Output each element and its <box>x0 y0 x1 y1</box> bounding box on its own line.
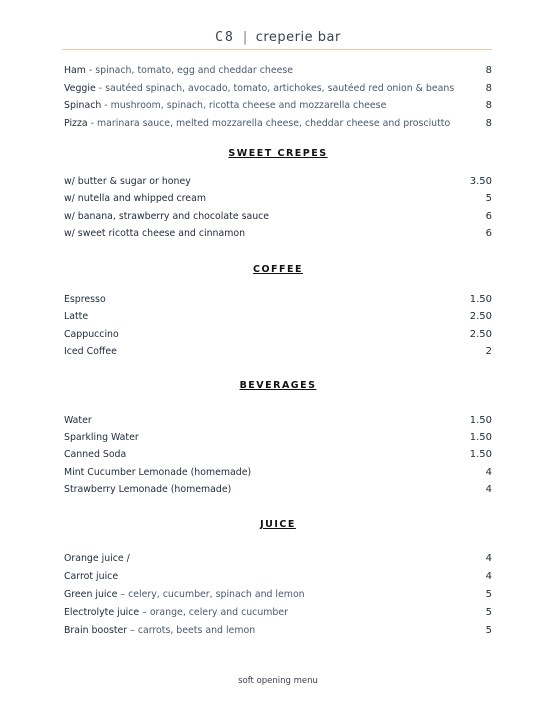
item-name: Strawberry Lemonade (homemade) <box>64 484 232 495</box>
item-name: Green juice <box>64 589 118 600</box>
item-name: Sparkling Water <box>64 432 139 443</box>
item-price: 1.50 <box>469 294 492 305</box>
brand-logo: C8 <box>215 30 235 45</box>
item-description: – carrots, beets and lemon <box>127 625 256 636</box>
section-title-beverages: BEVERAGES <box>239 380 317 391</box>
item-price: 5 <box>485 607 492 618</box>
item-name: Spinach <box>64 100 102 111</box>
menu-item <box>64 413 492 429</box>
menu-item <box>64 430 492 446</box>
item-price: 4 <box>485 484 492 495</box>
menu-item <box>64 226 492 242</box>
menu-item <box>64 587 492 603</box>
item-price: 1.50 <box>469 415 492 426</box>
item-name: Mint Cucumber Lemonade (homemade) <box>64 467 252 478</box>
menu-item <box>64 209 492 225</box>
footer-note: soft opening menu <box>238 676 318 686</box>
item-description: - mushroom, spinach, ricotta cheese and mozzarella cheese <box>101 100 387 111</box>
item-description: – celery, cucumber, spinach and lemon <box>117 589 305 600</box>
item-name: Veggie <box>64 83 96 94</box>
item-price: 8 <box>485 65 492 76</box>
item-name: Water <box>64 415 92 426</box>
header-separator: | <box>242 30 248 45</box>
menu-item <box>64 569 492 585</box>
item-name: Electrolyte juice <box>64 607 140 618</box>
item-price: 2.50 <box>469 329 492 340</box>
item-price: 5 <box>485 589 492 600</box>
item-description: - spinach, tomato, egg and cheddar cheese <box>85 65 294 76</box>
item-name: Orange juice / <box>64 553 130 564</box>
item-name: w/ butter & sugar or honey <box>64 176 191 187</box>
menu-item <box>64 309 492 325</box>
item-description: - sautéed spinach, avocado, tomato, artichokes, sautéed red onion & beans <box>95 83 455 94</box>
menu-item <box>64 482 492 498</box>
item-name: w/ nutella and whipped cream <box>64 193 206 204</box>
menu-item <box>64 344 492 360</box>
menu-item-pizza <box>64 116 492 132</box>
section-title-coffee: COFFEE <box>252 264 303 275</box>
item-name: Canned Soda <box>64 449 127 460</box>
item-price: 1.50 <box>469 449 492 460</box>
item-name: Cappuccino <box>64 329 119 340</box>
item-price: 8 <box>485 83 492 94</box>
item-name: w/ sweet ricotta cheese and cinnamon <box>64 228 246 239</box>
item-price: 4 <box>485 571 492 582</box>
item-name: Iced Coffee <box>64 346 117 357</box>
item-name: Ham <box>64 65 86 76</box>
menu-item-spinach <box>64 98 492 114</box>
item-name: w/ banana, strawberry and chocolate sauce <box>64 211 270 222</box>
item-price: 8 <box>485 118 492 129</box>
item-price: 2.50 <box>469 311 492 322</box>
menu-item <box>64 551 492 567</box>
item-description: - marinara sauce, melted mozzarella cheese, cheddar cheese and prosciutto <box>87 118 451 129</box>
section-title-juice: JUICE <box>260 519 296 530</box>
item-name: Espresso <box>64 294 106 305</box>
item-name: Pizza <box>64 118 88 129</box>
item-price: 3.50 <box>469 176 492 187</box>
menu-item <box>64 292 492 308</box>
menu-item <box>64 327 492 343</box>
menu-item-veggie <box>64 81 492 97</box>
section-title-sweet-crepes: SWEET CREPES <box>228 148 328 159</box>
menu-item <box>64 605 492 621</box>
menu-header <box>0 30 556 45</box>
item-price: 5 <box>485 193 492 204</box>
item-name: Latte <box>64 311 89 322</box>
menu-item <box>64 191 492 207</box>
menu-item <box>64 623 492 639</box>
item-price: 6 <box>485 211 492 222</box>
item-price: 4 <box>485 467 492 478</box>
item-price: 6 <box>485 228 492 239</box>
item-price: 4 <box>485 553 492 564</box>
menu-item <box>64 465 492 481</box>
header-divider <box>62 49 492 50</box>
item-name: Brain booster <box>64 625 128 636</box>
item-price: 8 <box>485 100 492 111</box>
item-price: 1.50 <box>469 432 492 443</box>
menu-item <box>64 174 492 190</box>
menu-title: creperie bar <box>255 30 341 45</box>
menu-item-ham <box>64 63 492 79</box>
item-price: 2 <box>485 346 492 357</box>
item-price: 5 <box>485 625 492 636</box>
item-description: – orange, celery and cucumber <box>139 607 288 618</box>
item-name: Carrot juice <box>64 571 119 582</box>
menu-item <box>64 447 492 463</box>
